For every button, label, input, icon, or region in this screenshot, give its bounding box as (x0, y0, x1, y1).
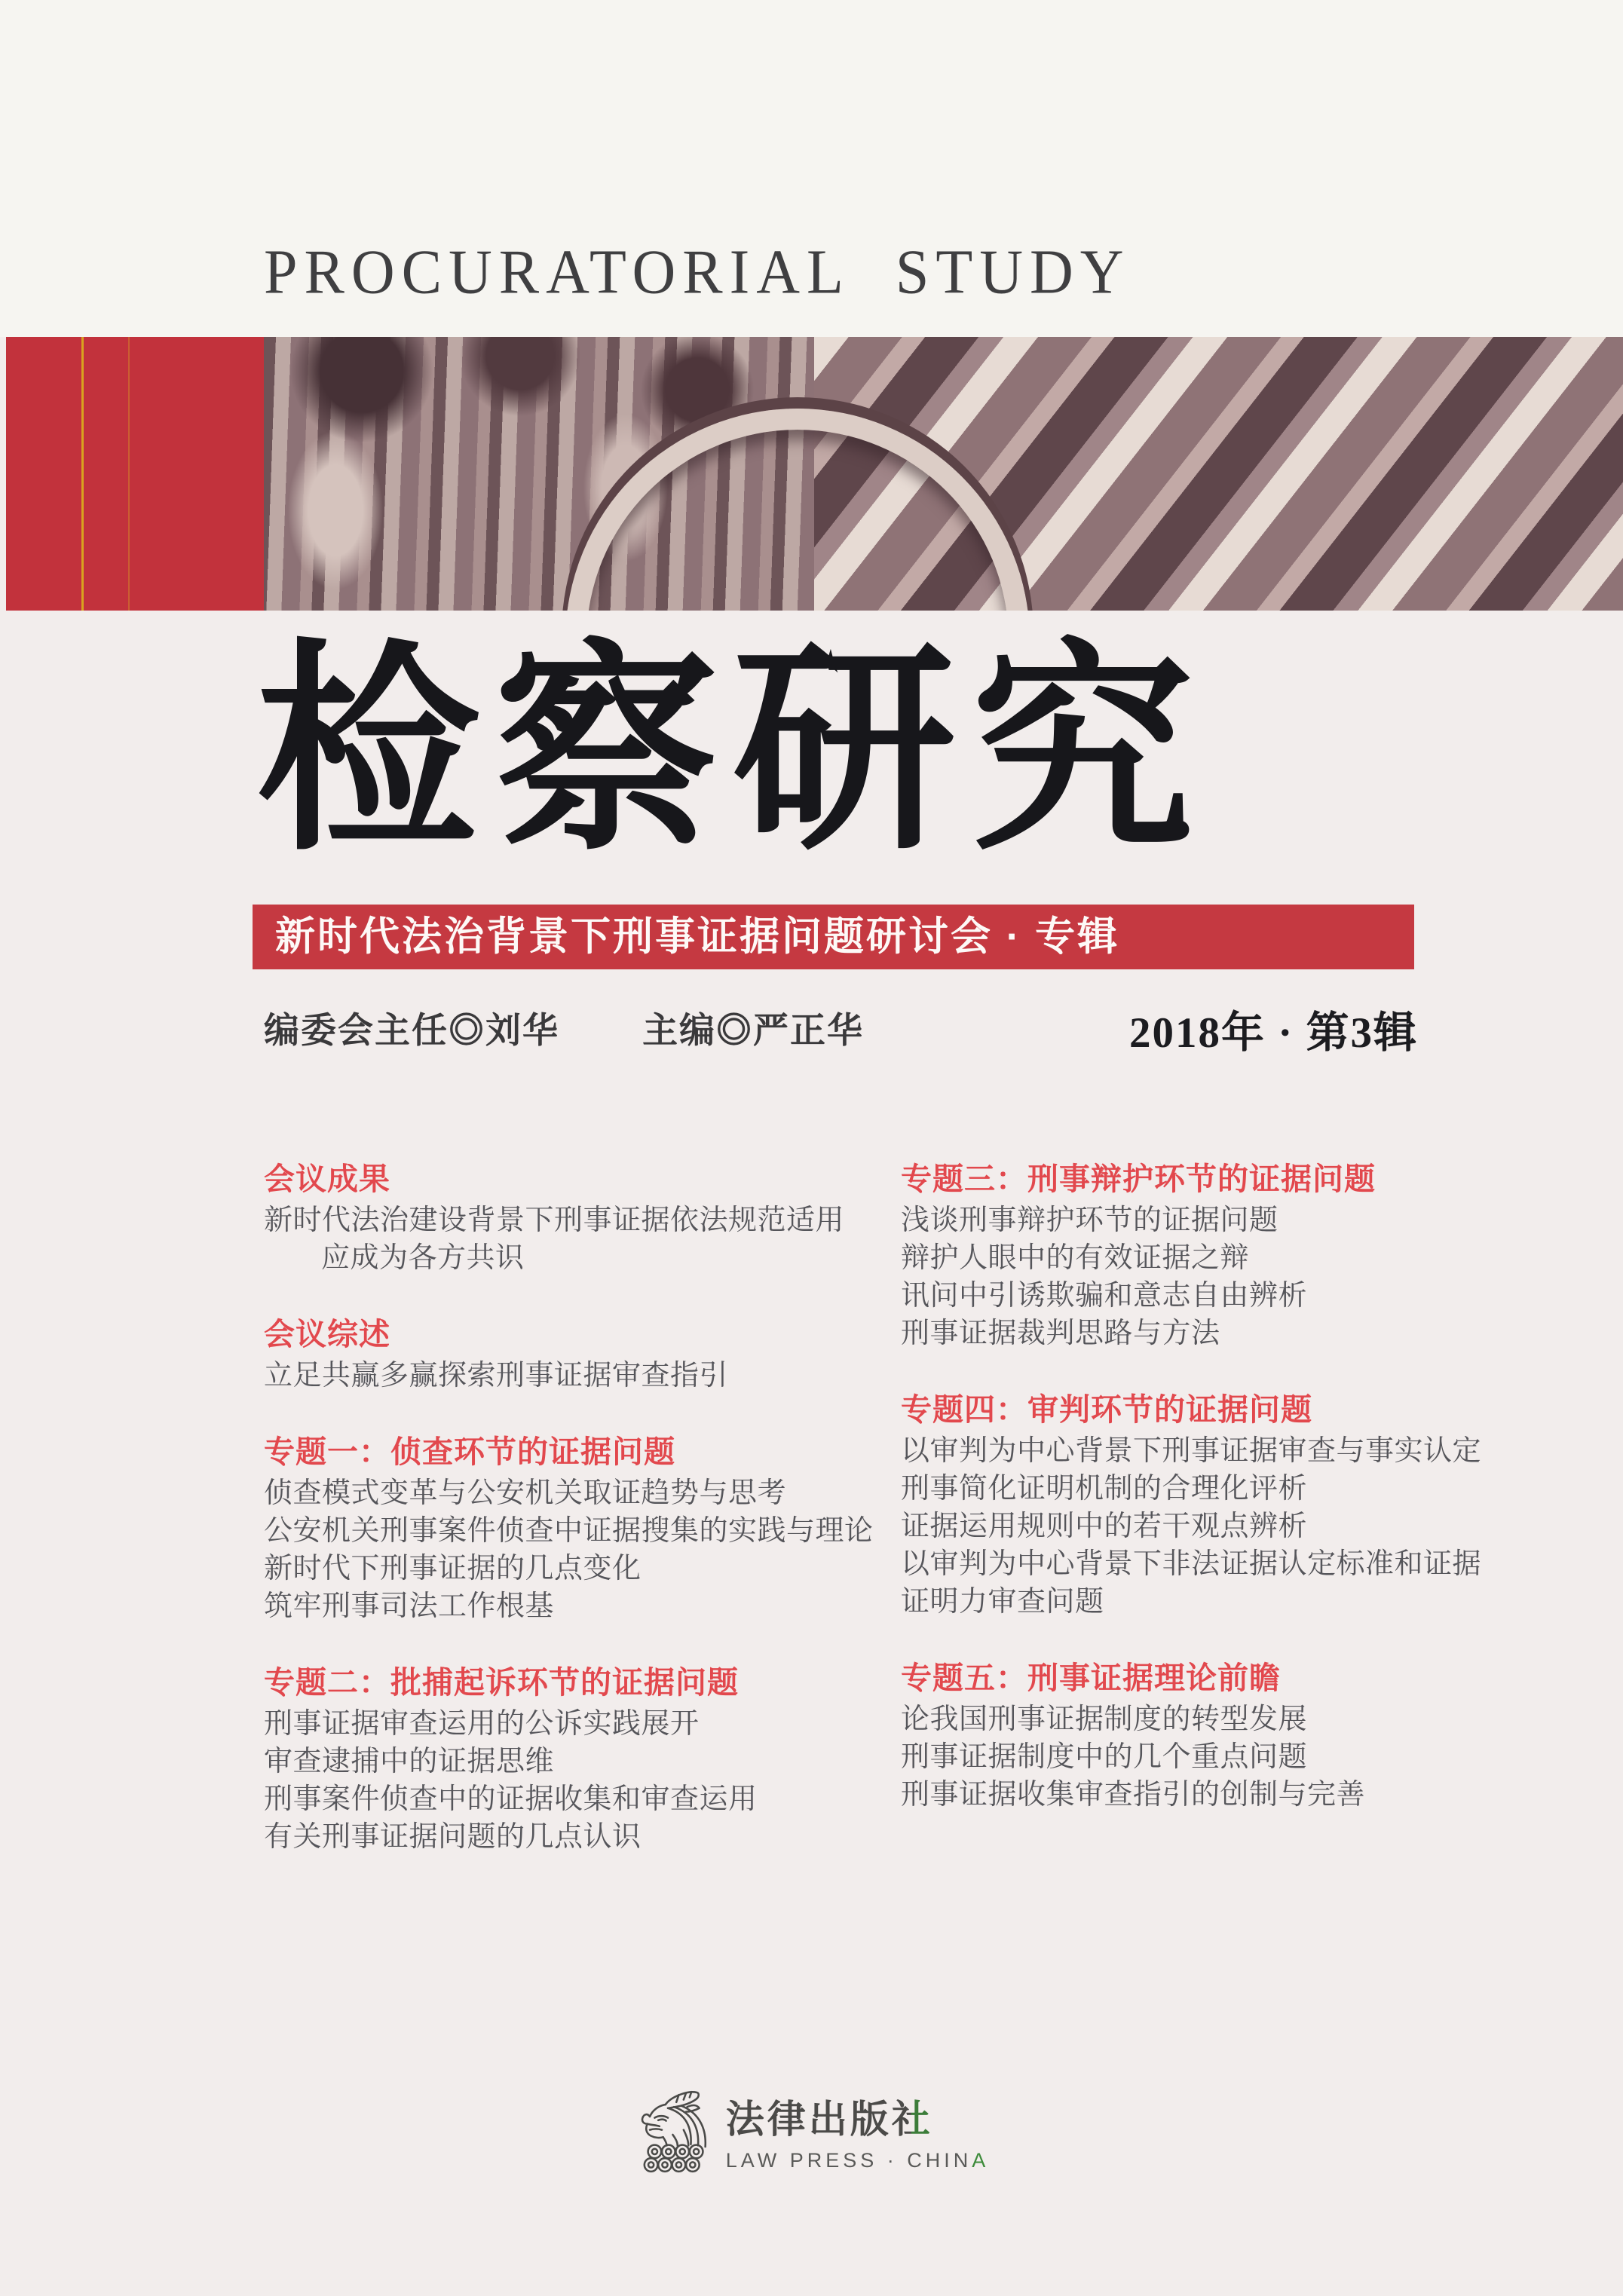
toc-item: 刑事证据收集审查指引的创制与完善 (901, 1779, 1366, 1811)
toc-item: 证明力审查问题 (901, 1586, 1104, 1618)
red-accent-block (6, 337, 264, 611)
toc-item: 浅谈刑事辩护环节的证据问题 (901, 1205, 1278, 1236)
toc-item: 侦查模式变革与公安机关取证趋势与思考 (264, 1477, 787, 1509)
toc-section-title: 专题五：刑事证据理论前瞻 (901, 1661, 1281, 1695)
toc-item: 刑事证据制度中的几个重点问题 (901, 1741, 1308, 1773)
publisher-name (726, 2088, 990, 2172)
english-title: PROCURATORIAL STUDY (264, 237, 1131, 308)
editor-chief-label: 主编◎严正华 (642, 1010, 865, 1050)
gold-line (81, 337, 84, 611)
publisher-block (634, 2086, 990, 2174)
toc-item: 讯问中引诱欺骗和意志自由辨析 (901, 1280, 1308, 1312)
publisher-name-en (726, 2149, 990, 2172)
toc-left-column (264, 1159, 912, 1856)
publisher-name-cn-last: 社 (891, 2098, 933, 2141)
toc-item: 公安机关刑事案件侦查中证据搜集的实践与理论 (264, 1515, 874, 1547)
toc-item: 立足共赢多赢探索刑事证据审查指引 (264, 1360, 729, 1391)
cover-photo-band (0, 337, 1623, 611)
journal-title: 检察研究 (256, 618, 1209, 880)
toc-section (901, 1159, 1542, 1352)
stone-carving-photo (264, 337, 1623, 611)
toc-section (264, 1432, 912, 1625)
toc-section (264, 1663, 912, 1856)
xiezhi-beast-icon (634, 2086, 712, 2174)
toc-item: 以审判为中心背景下非法证据认定标准和证据 (901, 1548, 1482, 1580)
toc-section (264, 1315, 912, 1394)
toc-section-title: 专题一：侦查环节的证据问题 (264, 1434, 675, 1469)
toc-item: 筑牢刑事司法工作根基 (264, 1590, 555, 1622)
publisher-name-cn (726, 2088, 990, 2144)
top-strip (0, 0, 1623, 337)
toc-item: 以审判为中心背景下刑事证据审查与事实认定 (901, 1435, 1482, 1467)
toc-item: 证据运用规则中的若干观点辨析 (901, 1511, 1308, 1542)
toc-item: 新时代法治建设背景下刑事证据依法规范适用 (264, 1205, 845, 1236)
toc-item: 刑事证据审查运用的公诉实践展开 (264, 1708, 700, 1740)
toc-item: 新时代下刑事证据的几点变化 (264, 1553, 642, 1584)
editor-chair-label: 编委会主任◎刘华 (264, 1010, 559, 1050)
toc-section-title: 专题二：批捕起诉环节的证据问题 (264, 1665, 739, 1700)
toc-item: 有关刑事证据问题的几点认识 (264, 1821, 642, 1853)
toc-right-column (901, 1159, 1542, 1814)
toc-section-title: 专题四：审判环节的证据问题 (901, 1392, 1312, 1427)
gold-line (128, 337, 130, 611)
edition-label: 2018年 · 第3辑 (1128, 1009, 1418, 1057)
toc-item: 论我国刑事证据制度的转型发展 (901, 1704, 1308, 1735)
toc-item: 刑事案件侦查中的证据收集和审查运用 (264, 1783, 758, 1815)
publisher-name-cn-prefix: 法律出版 (725, 2098, 892, 2141)
editors-row (264, 1003, 864, 1053)
toc-item: 应成为各方共识 (321, 1242, 525, 1274)
toc-item: 辩护人眼中的有效证据之辩 (901, 1242, 1250, 1274)
toc-section (264, 1159, 912, 1277)
toc-item: 刑事证据裁判思路与方法 (901, 1318, 1220, 1349)
subject-banner: 新时代法治背景下刑事证据问题研讨会 · 专辑 (253, 905, 1414, 969)
toc-section (901, 1390, 1542, 1621)
toc-section-title: 会议成果 (264, 1162, 390, 1196)
toc-item: 审查逮捕中的证据思维 (264, 1746, 555, 1777)
toc-item: 刑事简化证明机制的合理化评析 (901, 1473, 1308, 1505)
publisher-name-en-prefix: LAW PRESS · CHIN (725, 2149, 972, 2172)
publisher-name-en-suffix: A (972, 2149, 990, 2172)
toc-section-title: 会议综述 (264, 1317, 390, 1352)
toc-section-title: 专题三：刑事辩护环节的证据问题 (901, 1162, 1376, 1196)
toc-section (901, 1658, 1542, 1814)
